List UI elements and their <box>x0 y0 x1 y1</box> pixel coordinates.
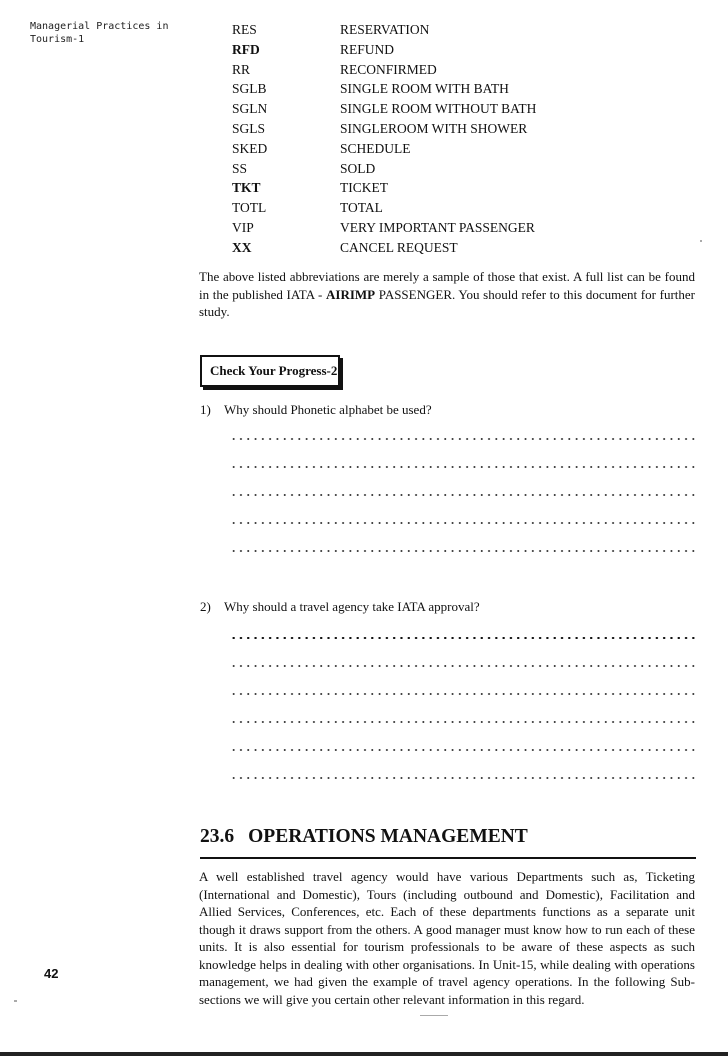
scan-speck <box>700 240 702 242</box>
abbreviation-code: RES <box>232 22 257 37</box>
question-number: 1) <box>200 402 211 417</box>
airimp-term: AIRIMP <box>326 286 376 302</box>
answer-line <box>230 522 696 524</box>
abbreviation-code: TOTL <box>232 200 267 216</box>
answer-line <box>230 693 696 695</box>
section-body: A well established travel agency would have various Departments such as, Ticketing (International and Domestic), Tours (including outbound and Domestic), Facilitation and Allied Services, Conferences, etc. Each of these departments functions as a separate unit though it draws support from the others. A good manager must know how to run each of these units. It is also essential for tourism professionals to be aware of these aspects as such knowledge helps in dealing with other organisations. In Unit-15, while dealing with operations management, we had given the example of travel agency operations. In the following Sub-sections we will give you certain other relevant information in this regard. <box>199 869 695 1007</box>
abbreviation-meaning: SINGLE ROOM WITHOUT BATH <box>340 101 537 117</box>
abbreviation-meaning: TOTAL <box>340 200 383 216</box>
abbreviation-code: SGLS <box>232 120 266 136</box>
check-your-progress-box: Check Your Progress-2 <box>200 355 340 387</box>
abbreviation-code: SS <box>232 160 248 176</box>
answer-line <box>230 466 696 468</box>
abbreviation-meaning: SINGLEROOM WITH SHOWER <box>340 120 528 136</box>
abbreviation-code: XX <box>232 239 252 255</box>
abbreviation-meaning: CANCEL REQUEST <box>340 239 458 255</box>
scan-speck <box>14 1000 17 1002</box>
running-head: Managerial Practices in Tourism-1 <box>30 21 169 45</box>
abbreviation-code: VIP <box>232 219 254 235</box>
answer-line <box>230 721 696 723</box>
abbreviation-code: SGLB <box>232 81 267 97</box>
abbreviation-meaning: RECONFIRMED <box>340 61 437 77</box>
answer-line <box>230 550 696 552</box>
answer-line <box>230 749 696 751</box>
page-number: 42 <box>44 966 59 981</box>
section-number: 23.6 <box>200 826 235 847</box>
question-text: Why should Phonetic alphabet be used? <box>224 402 432 417</box>
abbreviation-code: SKED <box>232 140 268 156</box>
note-text-end: PASSENGER. You should refer to this document for further study. <box>199 286 695 319</box>
answer-line <box>230 438 696 440</box>
abbreviation-code: SGLN <box>232 101 268 117</box>
abbreviation-meaning: SOLD <box>340 160 376 176</box>
abbreviation-code: RFD <box>232 41 260 57</box>
question-text: Why should a travel agency take IATA approval? <box>224 599 480 614</box>
abbreviation-code: TKT <box>232 180 261 196</box>
answer-line <box>230 637 696 639</box>
question-1 <box>200 402 432 418</box>
abbreviation-meaning: RESERVATION <box>340 22 430 37</box>
question-number: 2) <box>200 599 211 614</box>
note-text: The above listed abbreviations are merely a sample of those that exist. A full list can be found in the published IATA - <box>199 269 695 302</box>
abbreviation-meaning: SINGLE ROOM WITH BATH <box>340 81 509 97</box>
abbreviation-note <box>199 268 695 321</box>
abbreviation-meaning: TICKET <box>340 180 388 196</box>
abbreviation-meaning: SCHEDULE <box>340 140 411 156</box>
page-bottom-edge <box>0 1052 728 1056</box>
answer-line <box>230 777 696 779</box>
abbreviation-code: RR <box>232 61 251 77</box>
heading-rule <box>200 857 696 859</box>
answer-line <box>230 494 696 496</box>
question-2 <box>200 599 480 615</box>
section-heading <box>200 826 696 848</box>
abbreviation-meaning: VERY IMPORTANT PASSENGER <box>340 219 535 235</box>
section-title: OPERATIONS MANAGEMENT <box>248 826 528 847</box>
scan-speck <box>420 1015 448 1016</box>
abbreviation-meaning: REFUND <box>340 41 395 57</box>
answer-line <box>230 665 696 667</box>
